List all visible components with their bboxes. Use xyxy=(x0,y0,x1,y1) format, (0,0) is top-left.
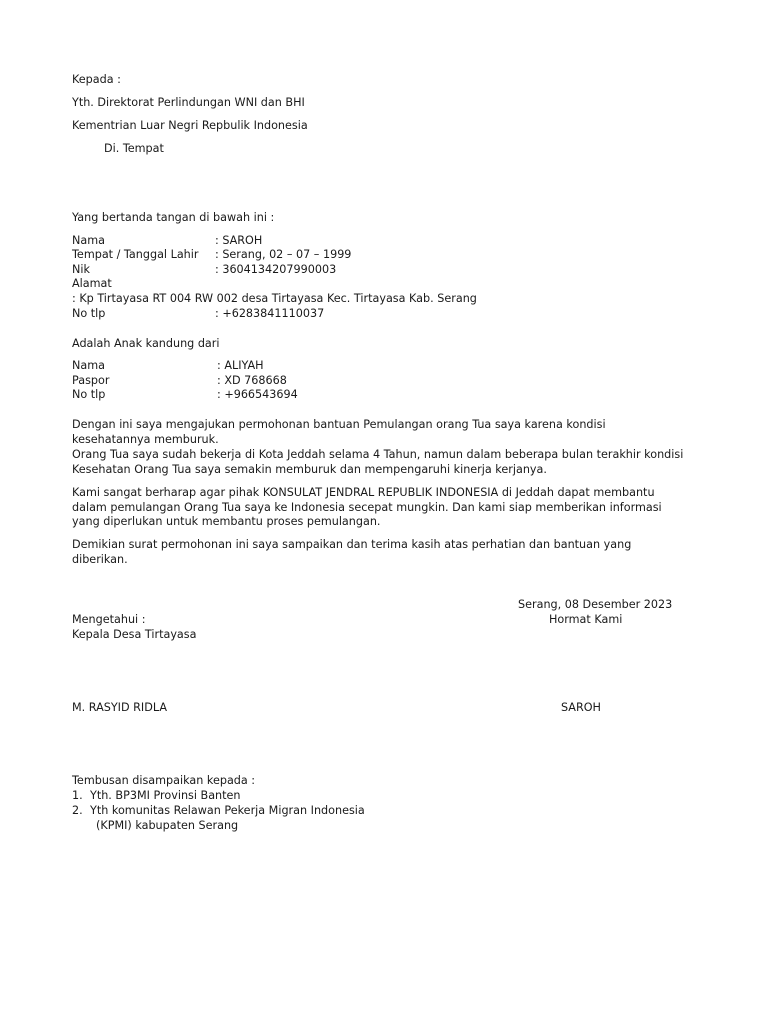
applicant-phone-label: No tlp xyxy=(72,307,106,320)
cc-item-1-number: 1. xyxy=(72,789,83,802)
parent-passport-value: : XD 768668 xyxy=(217,374,287,387)
paragraph-1-line-3: Orang Tua saya sudah bekerja di Kota Jeddah selama 4 Tahun, namun dalam beberapa bulan terakhir kondisi xyxy=(72,448,684,461)
cc-title: Tembusan disampaikan kepada : xyxy=(72,774,256,787)
parent-name-label: Nama xyxy=(72,359,105,372)
village-head-title: Kepala Desa Tirtayasa xyxy=(72,628,197,641)
applicant-name-label: Nama xyxy=(72,234,105,247)
village-head-name: M. RASYID RIDLA xyxy=(72,701,167,714)
parent-passport-label: Paspor xyxy=(72,374,110,387)
paragraph-1-line-4: Kesehatan Orang Tua saya semakin memburuk dan mempengaruhi kinerja kerjanya. xyxy=(72,463,547,476)
applicant-address-value: : Kp Tirtayasa RT 004 RW 002 desa Tirtayasa Kec. Tirtayasa Kab. Serang xyxy=(72,292,477,305)
cc-item-2-continuation: (KPMI) kabupaten Serang xyxy=(96,819,239,832)
cc-item-1: Yth. BP3MI Provinsi Banten xyxy=(90,789,241,802)
closing-regards: Hormat Kami xyxy=(549,613,623,626)
paragraph-1-line-1: Dengan ini saya mengajukan permohonan bantuan Pemulangan orang Tua saya karena kondisi xyxy=(72,418,606,431)
cc-item-2-number: 2. xyxy=(72,804,83,817)
applicant-name-value: : SAROH xyxy=(215,234,263,247)
paragraph-3-line-2: diberikan. xyxy=(72,553,128,566)
applicant-phone-value: : +6283841110037 xyxy=(215,307,325,320)
signer-name: SAROH xyxy=(561,701,601,714)
paragraph-2-line-1: Kami sangat berharap agar pihak KONSULAT JENDRAL REPUBLIK INDONESIA di Jeddah dapat membantu xyxy=(72,486,655,499)
paragraph-2-line-3: yang diperlukan untuk membantu proses pemulangan. xyxy=(72,515,381,528)
parent-phone-value: : +966543694 xyxy=(217,388,298,401)
paragraph-3-line-1: Demikian surat permohonan ini saya sampaikan dan terima kasih atas perhatian dan bantuan yang xyxy=(72,538,632,551)
parent-phone-label: No tlp xyxy=(72,388,106,401)
parent-name-value: : ALIYAH xyxy=(217,359,264,372)
applicant-nik-value: : 3604134207990003 xyxy=(215,263,337,276)
paragraph-2-line-2: dalam pemulangan Orang Tua saya ke Indonesia secepat mungkin. Dan kami siap memberikan informasi xyxy=(72,501,662,514)
recipient-line-1: Yth. Direktorat Perlindungan WNI dan BHI xyxy=(72,96,305,109)
cc-item-2: Yth komunitas Relawan Pekerja Migran Indonesia xyxy=(90,804,365,817)
intro-text: Yang bertanda tangan di bawah ini : xyxy=(72,211,275,224)
salutation-label: Kepada : xyxy=(72,73,121,86)
paragraph-1-line-2: kesehatannya memburuk. xyxy=(72,433,219,446)
applicant-nik-label: Nik xyxy=(72,263,90,276)
child-of-text: Adalah Anak kandung dari xyxy=(72,337,220,350)
applicant-address-label: Alamat xyxy=(72,277,112,290)
applicant-birth-label: Tempat / Tanggal Lahir xyxy=(72,248,199,261)
recipient-line-2: Kementrian Luar Negri Repbulik Indonesia xyxy=(72,119,308,132)
recipient-place: Di. Tempat xyxy=(104,142,164,155)
acknowledged-label: Mengetahui : xyxy=(72,613,146,626)
letter-date: Serang, 08 Desember 2023 xyxy=(518,598,673,611)
applicant-birth-value: : Serang, 02 – 07 – 1999 xyxy=(215,248,352,261)
